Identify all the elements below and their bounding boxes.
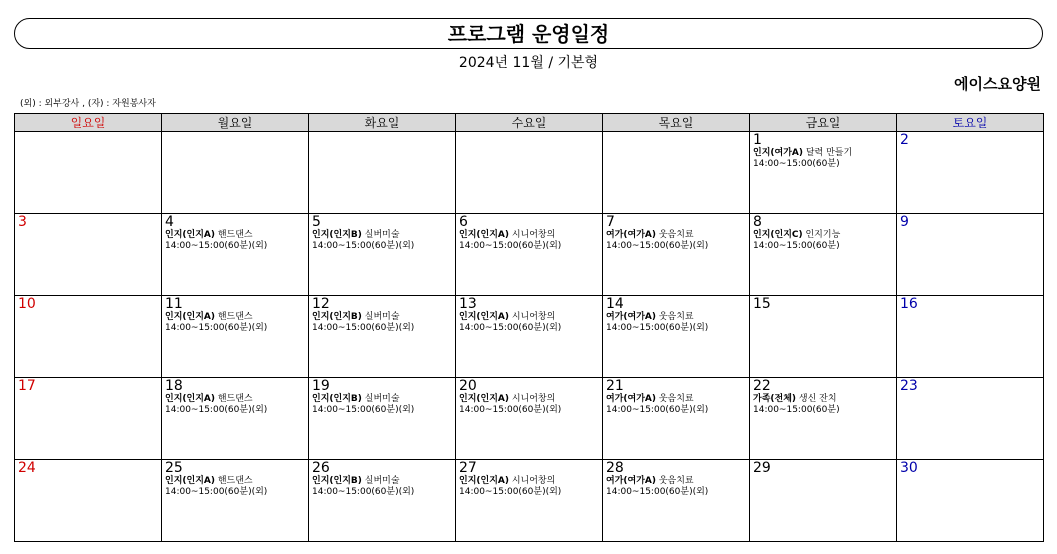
calendar-day-cell[interactable] xyxy=(750,214,897,296)
calendar-day-cell[interactable] xyxy=(309,132,456,214)
event-category: 인지(인지A) xyxy=(165,394,215,404)
event-title xyxy=(165,394,308,405)
calendar-day-cell[interactable] xyxy=(897,460,1044,542)
calendar-week-row xyxy=(15,378,1044,460)
event-name: 실버미술 xyxy=(364,476,400,486)
day-number: 23 xyxy=(900,378,918,394)
event-time: 14:00~15:00(60분) xyxy=(753,405,840,415)
event-title xyxy=(312,230,455,241)
schedule-subtitle: 2024년 11월 / 기본형 xyxy=(458,55,599,71)
calendar-day-cell[interactable] xyxy=(603,214,750,296)
calendar-day-cell[interactable] xyxy=(309,460,456,542)
day-number: 28 xyxy=(606,460,624,476)
day-number: 6 xyxy=(459,214,468,230)
event-name: 핸드댄스 xyxy=(217,394,253,404)
event-category: 가족(전체) xyxy=(753,394,797,404)
calendar-day-cell[interactable] xyxy=(750,132,897,214)
event-time: 14:00~15:00(60분)(외) xyxy=(312,405,415,415)
calendar-day-cell[interactable] xyxy=(309,296,456,378)
calendar-day-cell[interactable] xyxy=(603,460,750,542)
event-name: 웃음치료 xyxy=(658,312,694,322)
event-category: 인지(인지A) xyxy=(459,394,509,404)
calendar-day-cell[interactable] xyxy=(162,296,309,378)
calendar-week-row xyxy=(15,132,1044,214)
event-title xyxy=(753,394,896,405)
page-title: 프로그램 운영일정 xyxy=(14,18,1043,49)
calendar-day-cell[interactable] xyxy=(15,296,162,378)
event-name: 실버미술 xyxy=(364,230,400,240)
event-title xyxy=(165,230,308,241)
calendar-day-cell[interactable] xyxy=(750,460,897,542)
day-number: 25 xyxy=(165,460,183,476)
event-name: 핸드댄스 xyxy=(217,230,253,240)
calendar-day-cell[interactable] xyxy=(750,296,897,378)
event-name: 시니어창의 xyxy=(511,312,556,322)
calendar-day-cell[interactable] xyxy=(603,132,750,214)
calendar-week-row xyxy=(15,460,1044,542)
event-time: 14:00~15:00(60분)(외) xyxy=(312,241,415,251)
event-name: 실버미술 xyxy=(364,394,400,404)
day-number: 15 xyxy=(753,296,771,312)
calendar-day-cell[interactable] xyxy=(162,214,309,296)
weekday-header-monday: 월요일 xyxy=(162,114,309,132)
weekday-header-row xyxy=(15,114,1044,132)
day-number: 12 xyxy=(312,296,330,312)
event-category: 인지(인지C) xyxy=(753,230,803,240)
event-title xyxy=(312,312,455,323)
calendar-day-cell[interactable] xyxy=(162,378,309,460)
event-name: 실버미술 xyxy=(364,312,400,322)
day-number: 20 xyxy=(459,378,477,394)
legend-note: (외) : 외부강사 , (자) : 자원봉사자 xyxy=(20,99,156,109)
weekday-header-friday: 금요일 xyxy=(750,114,897,132)
calendar-week-row xyxy=(15,296,1044,378)
event-time: 14:00~15:00(60분)(외) xyxy=(459,323,562,333)
event-category: 여가(여가A) xyxy=(606,476,656,486)
weekday-header-tuesday: 화요일 xyxy=(309,114,456,132)
event-time: 14:00~15:00(60분)(외) xyxy=(312,487,415,497)
day-number: 1 xyxy=(753,132,762,148)
event-category: 여가(여가A) xyxy=(606,230,656,240)
event-time: 14:00~15:00(60분)(외) xyxy=(606,241,709,251)
event-time: 14:00~15:00(60분) xyxy=(753,159,840,169)
event-title xyxy=(606,230,749,241)
event-title xyxy=(606,394,749,405)
event-category: 인지(인지B) xyxy=(312,312,362,322)
day-number: 3 xyxy=(18,214,27,230)
event-category: 여가(여가A) xyxy=(606,312,656,322)
event-time: 14:00~15:00(60분)(외) xyxy=(165,323,268,333)
event-time: 14:00~15:00(60분)(외) xyxy=(459,405,562,415)
calendar-day-cell[interactable] xyxy=(456,296,603,378)
event-title xyxy=(165,476,308,487)
calendar-day-cell[interactable] xyxy=(15,460,162,542)
event-category: 인지(인지A) xyxy=(459,230,509,240)
day-number: 7 xyxy=(606,214,615,230)
weekday-header-sunday: 일요일 xyxy=(15,114,162,132)
event-time: 14:00~15:00(60분)(외) xyxy=(606,487,709,497)
event-category: 인지(인지A) xyxy=(165,312,215,322)
event-name: 시니어창의 xyxy=(511,476,556,486)
event-name: 웃음치료 xyxy=(658,476,694,486)
calendar-day-cell[interactable] xyxy=(15,214,162,296)
event-time: 14:00~15:00(60분)(외) xyxy=(606,323,709,333)
event-title xyxy=(312,476,455,487)
event-title xyxy=(459,312,602,323)
day-number: 16 xyxy=(900,296,918,312)
day-number: 2 xyxy=(900,132,909,148)
event-category: 인지(인지B) xyxy=(312,476,362,486)
event-time: 14:00~15:00(60분)(외) xyxy=(459,241,562,251)
day-number: 11 xyxy=(165,296,183,312)
weekday-header-wednesday: 수요일 xyxy=(456,114,603,132)
event-time: 14:00~15:00(60분) xyxy=(753,241,840,251)
event-title xyxy=(312,394,455,405)
calendar-day-cell[interactable] xyxy=(309,214,456,296)
calendar-day-cell[interactable] xyxy=(897,296,1044,378)
calendar-day-cell[interactable] xyxy=(456,132,603,214)
event-title xyxy=(606,476,749,487)
event-title xyxy=(165,312,308,323)
day-number: 29 xyxy=(753,460,771,476)
event-category: 인지(여가A) xyxy=(753,148,803,158)
calendar-day-cell[interactable] xyxy=(897,378,1044,460)
calendar-day-cell[interactable] xyxy=(15,132,162,214)
calendar-week-row xyxy=(15,214,1044,296)
day-number: 5 xyxy=(312,214,321,230)
event-category: 인지(인지A) xyxy=(165,476,215,486)
event-time: 14:00~15:00(60분)(외) xyxy=(312,323,415,333)
weekday-header-saturday: 토요일 xyxy=(897,114,1044,132)
event-name: 생신 잔치 xyxy=(798,394,837,404)
event-title xyxy=(459,230,602,241)
calendar-day-cell[interactable] xyxy=(162,132,309,214)
calendar-day-cell[interactable] xyxy=(15,378,162,460)
event-time: 14:00~15:00(60분)(외) xyxy=(459,487,562,497)
event-title xyxy=(753,148,896,159)
event-title xyxy=(753,230,896,241)
event-name: 시니어창의 xyxy=(511,394,556,404)
event-time: 14:00~15:00(60분)(외) xyxy=(165,405,268,415)
event-category: 인지(인지B) xyxy=(312,230,362,240)
day-number: 22 xyxy=(753,378,771,394)
day-number: 21 xyxy=(606,378,624,394)
day-number: 14 xyxy=(606,296,624,312)
event-category: 인지(인지A) xyxy=(165,230,215,240)
calendar-day-cell[interactable] xyxy=(162,460,309,542)
event-name: 웃음치료 xyxy=(658,230,694,240)
event-title xyxy=(606,312,749,323)
calendar-day-cell[interactable] xyxy=(603,378,750,460)
calendar-day-cell[interactable] xyxy=(309,378,456,460)
calendar-day-cell[interactable] xyxy=(603,296,750,378)
calendar-day-cell[interactable] xyxy=(456,214,603,296)
day-number: 13 xyxy=(459,296,477,312)
day-number: 24 xyxy=(18,460,36,476)
event-category: 여가(여가A) xyxy=(606,394,656,404)
event-name: 핸드댄스 xyxy=(217,476,253,486)
day-number: 30 xyxy=(900,460,918,476)
day-number: 17 xyxy=(18,378,36,394)
event-time: 14:00~15:00(60분)(외) xyxy=(165,241,268,251)
day-number: 4 xyxy=(165,214,174,230)
day-number: 10 xyxy=(18,296,36,312)
day-number: 8 xyxy=(753,214,762,230)
day-number: 18 xyxy=(165,378,183,394)
calendar-day-cell[interactable] xyxy=(897,132,1044,214)
day-number: 9 xyxy=(900,214,909,230)
calendar-day-cell[interactable] xyxy=(456,460,603,542)
event-name: 달력 만들기 xyxy=(805,148,853,158)
calendar-day-cell[interactable] xyxy=(456,378,603,460)
calendar-table xyxy=(14,113,1044,542)
organization-name: 에이스요양원 xyxy=(954,75,1041,93)
weekday-header-thursday: 목요일 xyxy=(603,114,750,132)
calendar-day-cell[interactable] xyxy=(750,378,897,460)
event-category: 인지(인지A) xyxy=(459,312,509,322)
day-number: 27 xyxy=(459,460,477,476)
event-category: 인지(인지A) xyxy=(459,476,509,486)
day-number: 19 xyxy=(312,378,330,394)
event-category: 인지(인지B) xyxy=(312,394,362,404)
event-title xyxy=(459,476,602,487)
day-number: 26 xyxy=(312,460,330,476)
event-time: 14:00~15:00(60분)(외) xyxy=(606,405,709,415)
event-time: 14:00~15:00(60분)(외) xyxy=(165,487,268,497)
event-name: 웃음치료 xyxy=(658,394,694,404)
event-name: 인지기능 xyxy=(805,230,841,240)
event-name: 시니어창의 xyxy=(511,230,556,240)
event-title xyxy=(459,394,602,405)
calendar-day-cell[interactable] xyxy=(897,214,1044,296)
event-name: 핸드댄스 xyxy=(217,312,253,322)
